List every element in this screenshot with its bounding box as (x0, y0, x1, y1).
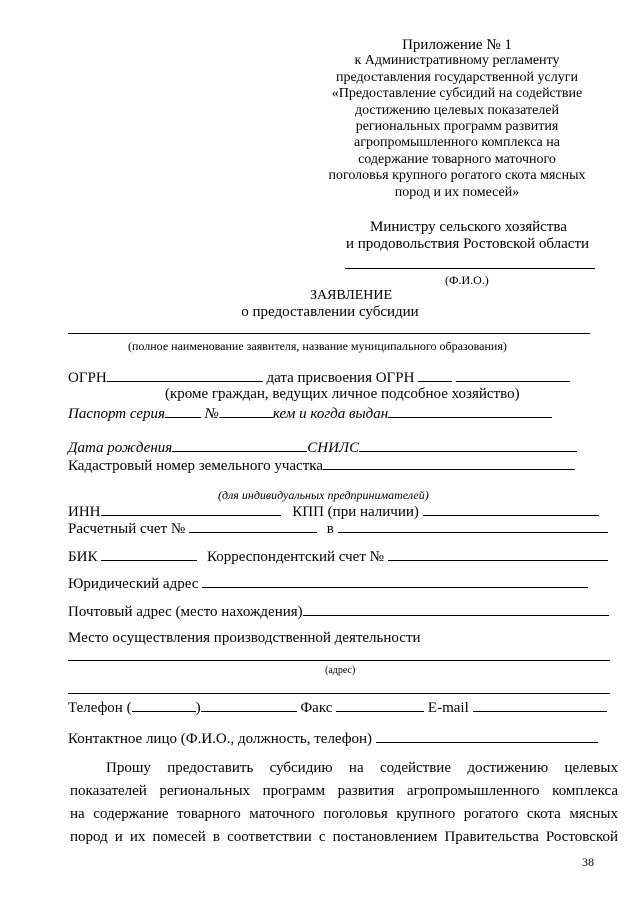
addressee-line-2: и продовольствия Ростовской области (346, 236, 590, 252)
passport-number-field[interactable] (219, 403, 273, 418)
birth-date-field[interactable] (172, 437, 307, 452)
bik-row (68, 546, 608, 566)
passport-row (68, 403, 552, 423)
header-line: предоставления государственной услуги (336, 69, 578, 85)
fio-caption: (Ф.И.О.) (445, 273, 489, 287)
legal-address-field[interactable] (202, 573, 588, 588)
cadastral-row (68, 455, 575, 475)
document-subtitle: о предоставлении субсидии (241, 304, 419, 320)
phone-close-paren: ) (195, 700, 201, 716)
postal-address-label: Почтовый адрес (место нахождения) (68, 604, 303, 620)
passport-number-label: № (204, 406, 219, 422)
fax-field[interactable] (336, 697, 424, 712)
kpp-field[interactable] (423, 501, 599, 516)
email-field[interactable] (473, 697, 607, 712)
production-address-line-2[interactable] (68, 693, 610, 694)
corr-account-label: Корреспондентский счет № (206, 549, 384, 565)
passport-series-label: Паспорт серия (68, 406, 165, 422)
header-line: региональных программ развития (355, 119, 559, 135)
addressee-line-1: Министру сельского хозяйства (370, 219, 567, 235)
header-line: к Административному регламенту (354, 53, 560, 69)
inn-field[interactable] (101, 501, 281, 516)
applicant-caption: (полное наименование заявителя, название муниципального образования) (128, 339, 507, 353)
phone-code-field[interactable] (132, 697, 196, 712)
fio-line (345, 268, 595, 269)
legal-address-row (68, 573, 588, 593)
corr-account-field[interactable] (388, 546, 608, 561)
document-title: ЗАЯВЛЕНИЕ (309, 288, 393, 303)
body-line: на содержание товарного маточного поголовья крупного рогатого скота мясных (70, 806, 618, 822)
header-line: поголовья крупного рогатого скота мясных (328, 168, 586, 184)
production-address-line[interactable] (68, 660, 610, 661)
account-row (68, 518, 608, 538)
postal-address-field[interactable] (303, 601, 609, 616)
bank-name-field[interactable] (338, 518, 608, 533)
bik-field[interactable] (101, 546, 197, 561)
address-caption: (адрес) (325, 665, 356, 676)
applicant-name-line (68, 333, 590, 334)
legal-address-label: Юридический адрес (68, 576, 199, 592)
fax-label: Факс (300, 700, 333, 716)
ogrn-date-field[interactable] (456, 367, 570, 382)
appendix-header (300, 37, 614, 201)
contact-person-row (68, 728, 598, 748)
header-line: пород и их помесей» (394, 184, 520, 200)
production-place-label: Место осуществления производственной деятельности (68, 630, 421, 646)
ogrn-row (68, 367, 570, 387)
contacts-row (68, 697, 607, 717)
citizens-note: (кроме граждан, ведущих личное подсобное хозяйство) (165, 386, 520, 402)
passport-series-field[interactable] (165, 403, 201, 418)
inn-label: ИНН (68, 504, 101, 520)
header-line: достижению целевых показателей (354, 102, 560, 118)
cadastral-field[interactable] (323, 455, 575, 470)
ogrn-field[interactable] (107, 367, 263, 382)
snils-field[interactable] (359, 437, 577, 452)
page-number: 38 (582, 855, 594, 869)
birth-date-label: Дата рождения (68, 440, 173, 456)
header-line: «Предоставление субсидий на содействие (331, 86, 583, 102)
bik-label: БИК (68, 549, 98, 565)
ogrn-date-label: дата присвоения ОГРН (266, 370, 415, 386)
body-line: показателей региональных программ развития агропромышленного комплекса (70, 783, 618, 799)
body-line: Прошу предоставить субсидию на содействие достижению целевых (106, 760, 618, 776)
kpp-label: КПП (при наличии) (292, 504, 419, 520)
cadastral-label: Кадастровый номер земельного участка (68, 458, 323, 474)
header-line: содержание товарного маточного (358, 151, 556, 167)
appendix-title: Приложение № 1 (402, 37, 512, 53)
ogrn-date-field-day[interactable] (418, 367, 452, 382)
postal-address-row (68, 601, 609, 621)
bank-in-label: в (326, 521, 334, 537)
body-line: пород и их помесей в соответствии с постановлением Правительства Ростовской (70, 829, 618, 845)
contact-person-label: Контактное лицо (Ф.И.О., должность, телефон) (68, 731, 373, 747)
snils-label: СНИЛС (307, 440, 360, 456)
contact-person-field[interactable] (376, 728, 598, 743)
header-line: агропромышленного комплекса на (354, 135, 560, 151)
passport-issued-field[interactable] (388, 403, 552, 418)
ogrn-label: ОГРН (68, 370, 107, 386)
passport-issued-label: кем и когда выдан (272, 406, 389, 422)
account-label: Расчетный счет № (68, 521, 186, 537)
ip-note: (для индивидуальных предпринимателей) (218, 488, 429, 502)
phone-label: Телефон ( (68, 700, 132, 716)
phone-field[interactable] (201, 697, 297, 712)
birth-snils-row (68, 437, 577, 457)
email-label: E-mail (427, 700, 469, 716)
account-field[interactable] (189, 518, 317, 533)
